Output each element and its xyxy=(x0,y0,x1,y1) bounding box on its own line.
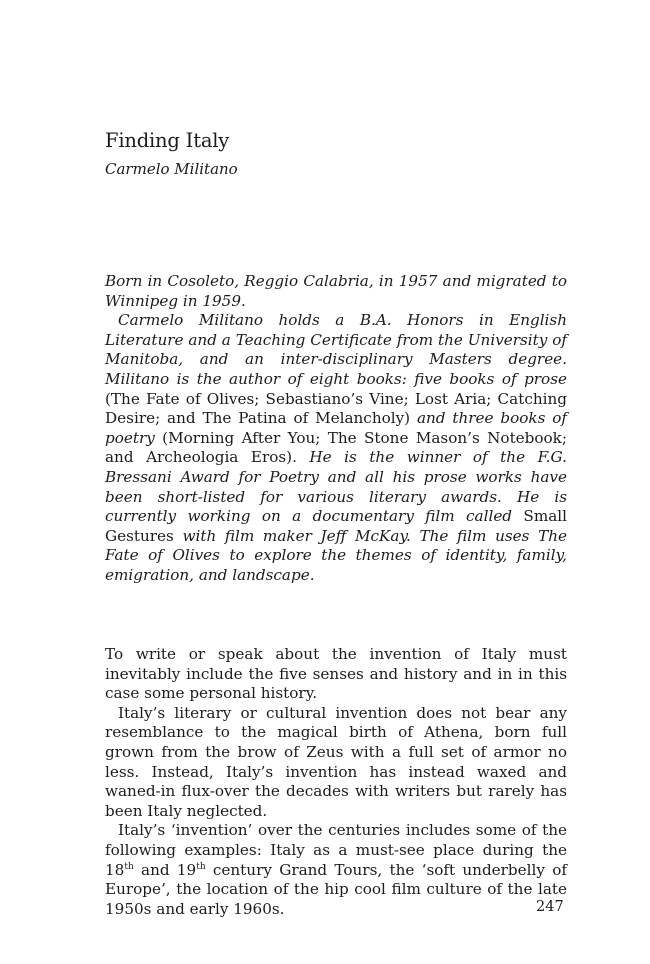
essay-body xyxy=(105,645,567,919)
bio-paragraph-1: Born in Cosoleto, Reggio Calabria, in 1957 and migrated to Winnipeg in 1959. xyxy=(105,272,567,310)
page-number: 247 xyxy=(536,899,564,915)
chapter-title: Finding Italy xyxy=(105,129,230,152)
prose-titles: (The Fate of Olives; Sebastiano’s Vine; Lost Aria; Catching Desire; and The Patina of Melancholy) xyxy=(105,389,567,428)
ordinal-suffix: th xyxy=(124,861,134,872)
ordinal-suffix: th xyxy=(196,861,206,872)
body-text: and 19 xyxy=(133,860,197,879)
author-bio xyxy=(105,272,567,586)
body-text: century Grand Tours, the ‘soft underbelly of Europe’, the location of the hip cool film culture of the late 1950s and early 1960s. xyxy=(105,860,567,918)
bio-paragraph-2 xyxy=(105,311,567,585)
bio-text: and three books of poetry xyxy=(105,409,567,447)
film-title: Small Gestures xyxy=(105,507,567,545)
chapter-author: Carmelo Militano xyxy=(105,160,238,178)
body-paragraph-2: Italy’s literary or cultural invention does not bear any resemblance to the magical birth of Athena, born full grown from the brow of Zeus with a full set of armor no less. Instead, Italy’s invention has instead waxed and waned-in flux-over the decades with writers but rarely has been Italy neglected. xyxy=(105,703,567,820)
body-paragraph-1: To write or speak about the invention of Italy must inevitably include the five senses and history and in in this case some personal history. xyxy=(105,645,567,703)
bio-text: Carmelo Militano holds a B.A. Honors in English Literature and a Teaching Certificate from the University of Manitoba, and an inter-disciplinary Masters degree. Militano is the author of eight books: five books of prose xyxy=(105,311,567,388)
bio-text: with film maker Jeff McKay. The film uses The Fate of Olives to explore the themes of identity, family, emigration, and landscape. xyxy=(105,526,567,584)
poetry-titles: (Morning After You; The Stone Mason’s Notebook; and Archeologia Eros). xyxy=(105,428,567,467)
body-text: Italy’s ‘invention’ over the centuries includes some of the following examples: Italy as a must-see place during the 18 xyxy=(105,821,567,879)
body-paragraph-3 xyxy=(105,821,567,919)
bio-text: He is the winner of the F.G. Bressani Award for Poetry and all his prose works have been short-listed for various literary awards. He is currently working on a documentary film called xyxy=(105,448,567,526)
